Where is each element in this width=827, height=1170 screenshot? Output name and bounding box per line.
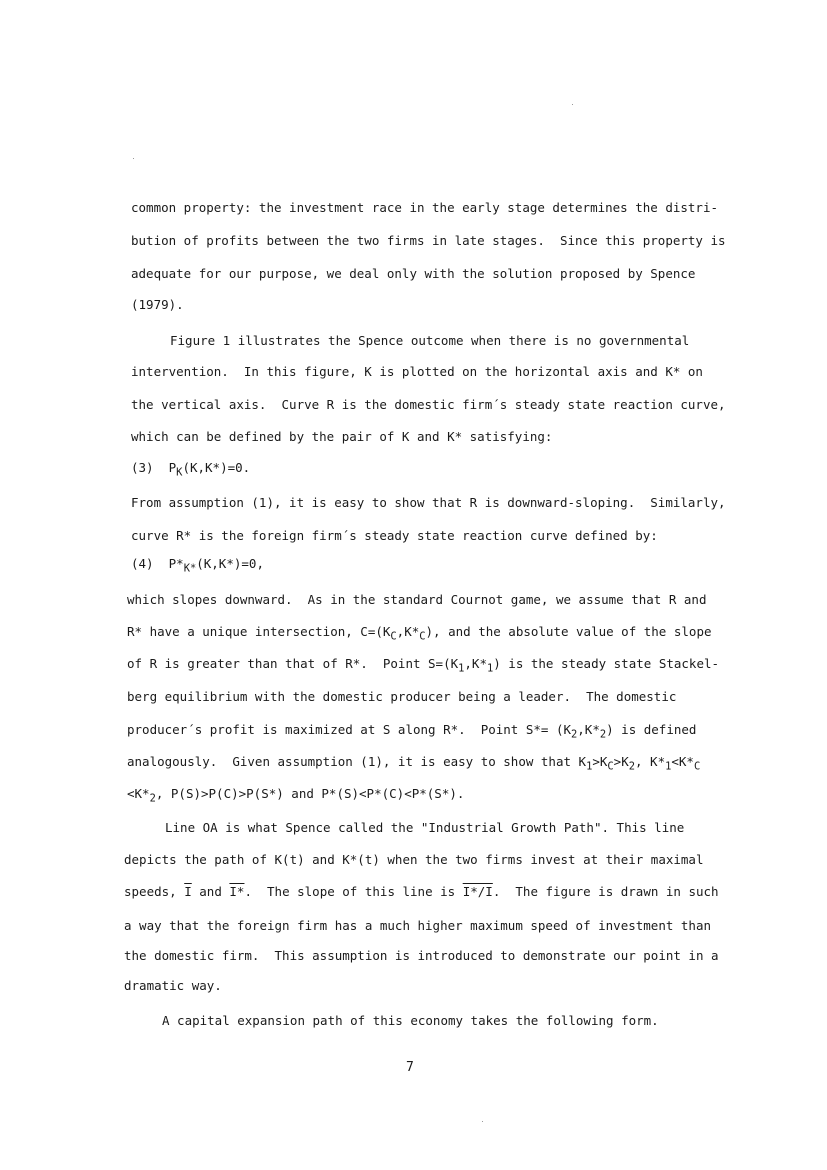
text-line: the vertical axis. Curve R is the domestic firm´s steady state reaction curve, (131, 397, 726, 412)
text-line: curve R* is the foreign firm´s steady state reaction curve defined by: (131, 528, 658, 543)
slope-ratio: I*/I (462, 884, 493, 899)
text-line: bution of profits between the two firms in late stages. Since this property is (131, 233, 726, 248)
investment-speed-domestic: $\overline{I}$ (184, 884, 192, 899)
investment-speed-foreign: I* (229, 884, 245, 899)
text-line: which slopes downward. As in the standard Cournot game, we assume that R and (127, 592, 707, 607)
text-line: which can be defined by the pair of K and K* satisfying: (131, 429, 553, 444)
text-line: intervention. In this figure, K is plotted on the horizontal axis and K* on (131, 364, 703, 379)
text-line: berg equilibrium with the domestic producer being a leader. The domestic (127, 689, 677, 704)
scan-speck (133, 158, 134, 159)
equation-4: (4) $P*_{K*}(K,K*)=0$, (131, 556, 264, 575)
text-line: A capital expansion path of this economy takes the following form. (162, 1013, 659, 1028)
text-line: adequate for our purpose, we deal only with the solution proposed by Spence (131, 266, 696, 281)
text-line: analogously. Given assumption (1), it is easy to show that $K_1>K_C>K_2$, $K*_1<K*_C$ (127, 754, 701, 773)
scan-speck (482, 1121, 483, 1122)
text-line: producer´s profit is maximized at S along R*. Point $S*= (K_2,K*_2)$ is defined (127, 722, 697, 741)
text-line: speeds, $\overline{I}$ and I*. The slope of this line is I*/I. The figure is drawn in such (124, 884, 719, 899)
text-line: Figure 1 illustrates the Spence outcome when there is no governmental (170, 333, 690, 348)
text-line: common property: the investment race in the early stage determines the distri- (131, 200, 718, 215)
text-line: Line OA is what Spence called the "Industrial Growth Path". This line (165, 820, 685, 835)
equation-number: (3) (131, 460, 154, 475)
equation-3: (3) $P_K(K,K*)=0$. (131, 460, 251, 479)
text-line: R* have a unique intersection, $C=(K_C,K*_C)$, and the absolute value of the slope (127, 624, 712, 643)
text-line: the domestic firm. This assumption is introduced to demonstrate our point in a (124, 948, 719, 963)
text-line: $<K*_2$, P(S)>P(C)>P(S*) and P*(S)<P*(C)<P*(S*). (127, 786, 465, 805)
text-line: dramatic way. (124, 978, 222, 993)
page-number: 7 (406, 1060, 414, 1075)
scan-speck (572, 104, 573, 105)
text-line: a way that the foreign firm has a much higher maximum speed of investment than (124, 918, 711, 933)
text-line: of R is greater than that of R*. Point $S=(K_1,K*_1)$ is the steady state Stackel- (127, 656, 720, 675)
text-line: (1979). (131, 297, 184, 312)
equation-number: (4) (131, 556, 154, 571)
text-line: From assumption (1), it is easy to show that R is downward-sloping. Similarly, (131, 495, 726, 510)
text-line: depicts the path of K(t) and K*(t) when the two firms invest at their maximal (124, 852, 704, 867)
